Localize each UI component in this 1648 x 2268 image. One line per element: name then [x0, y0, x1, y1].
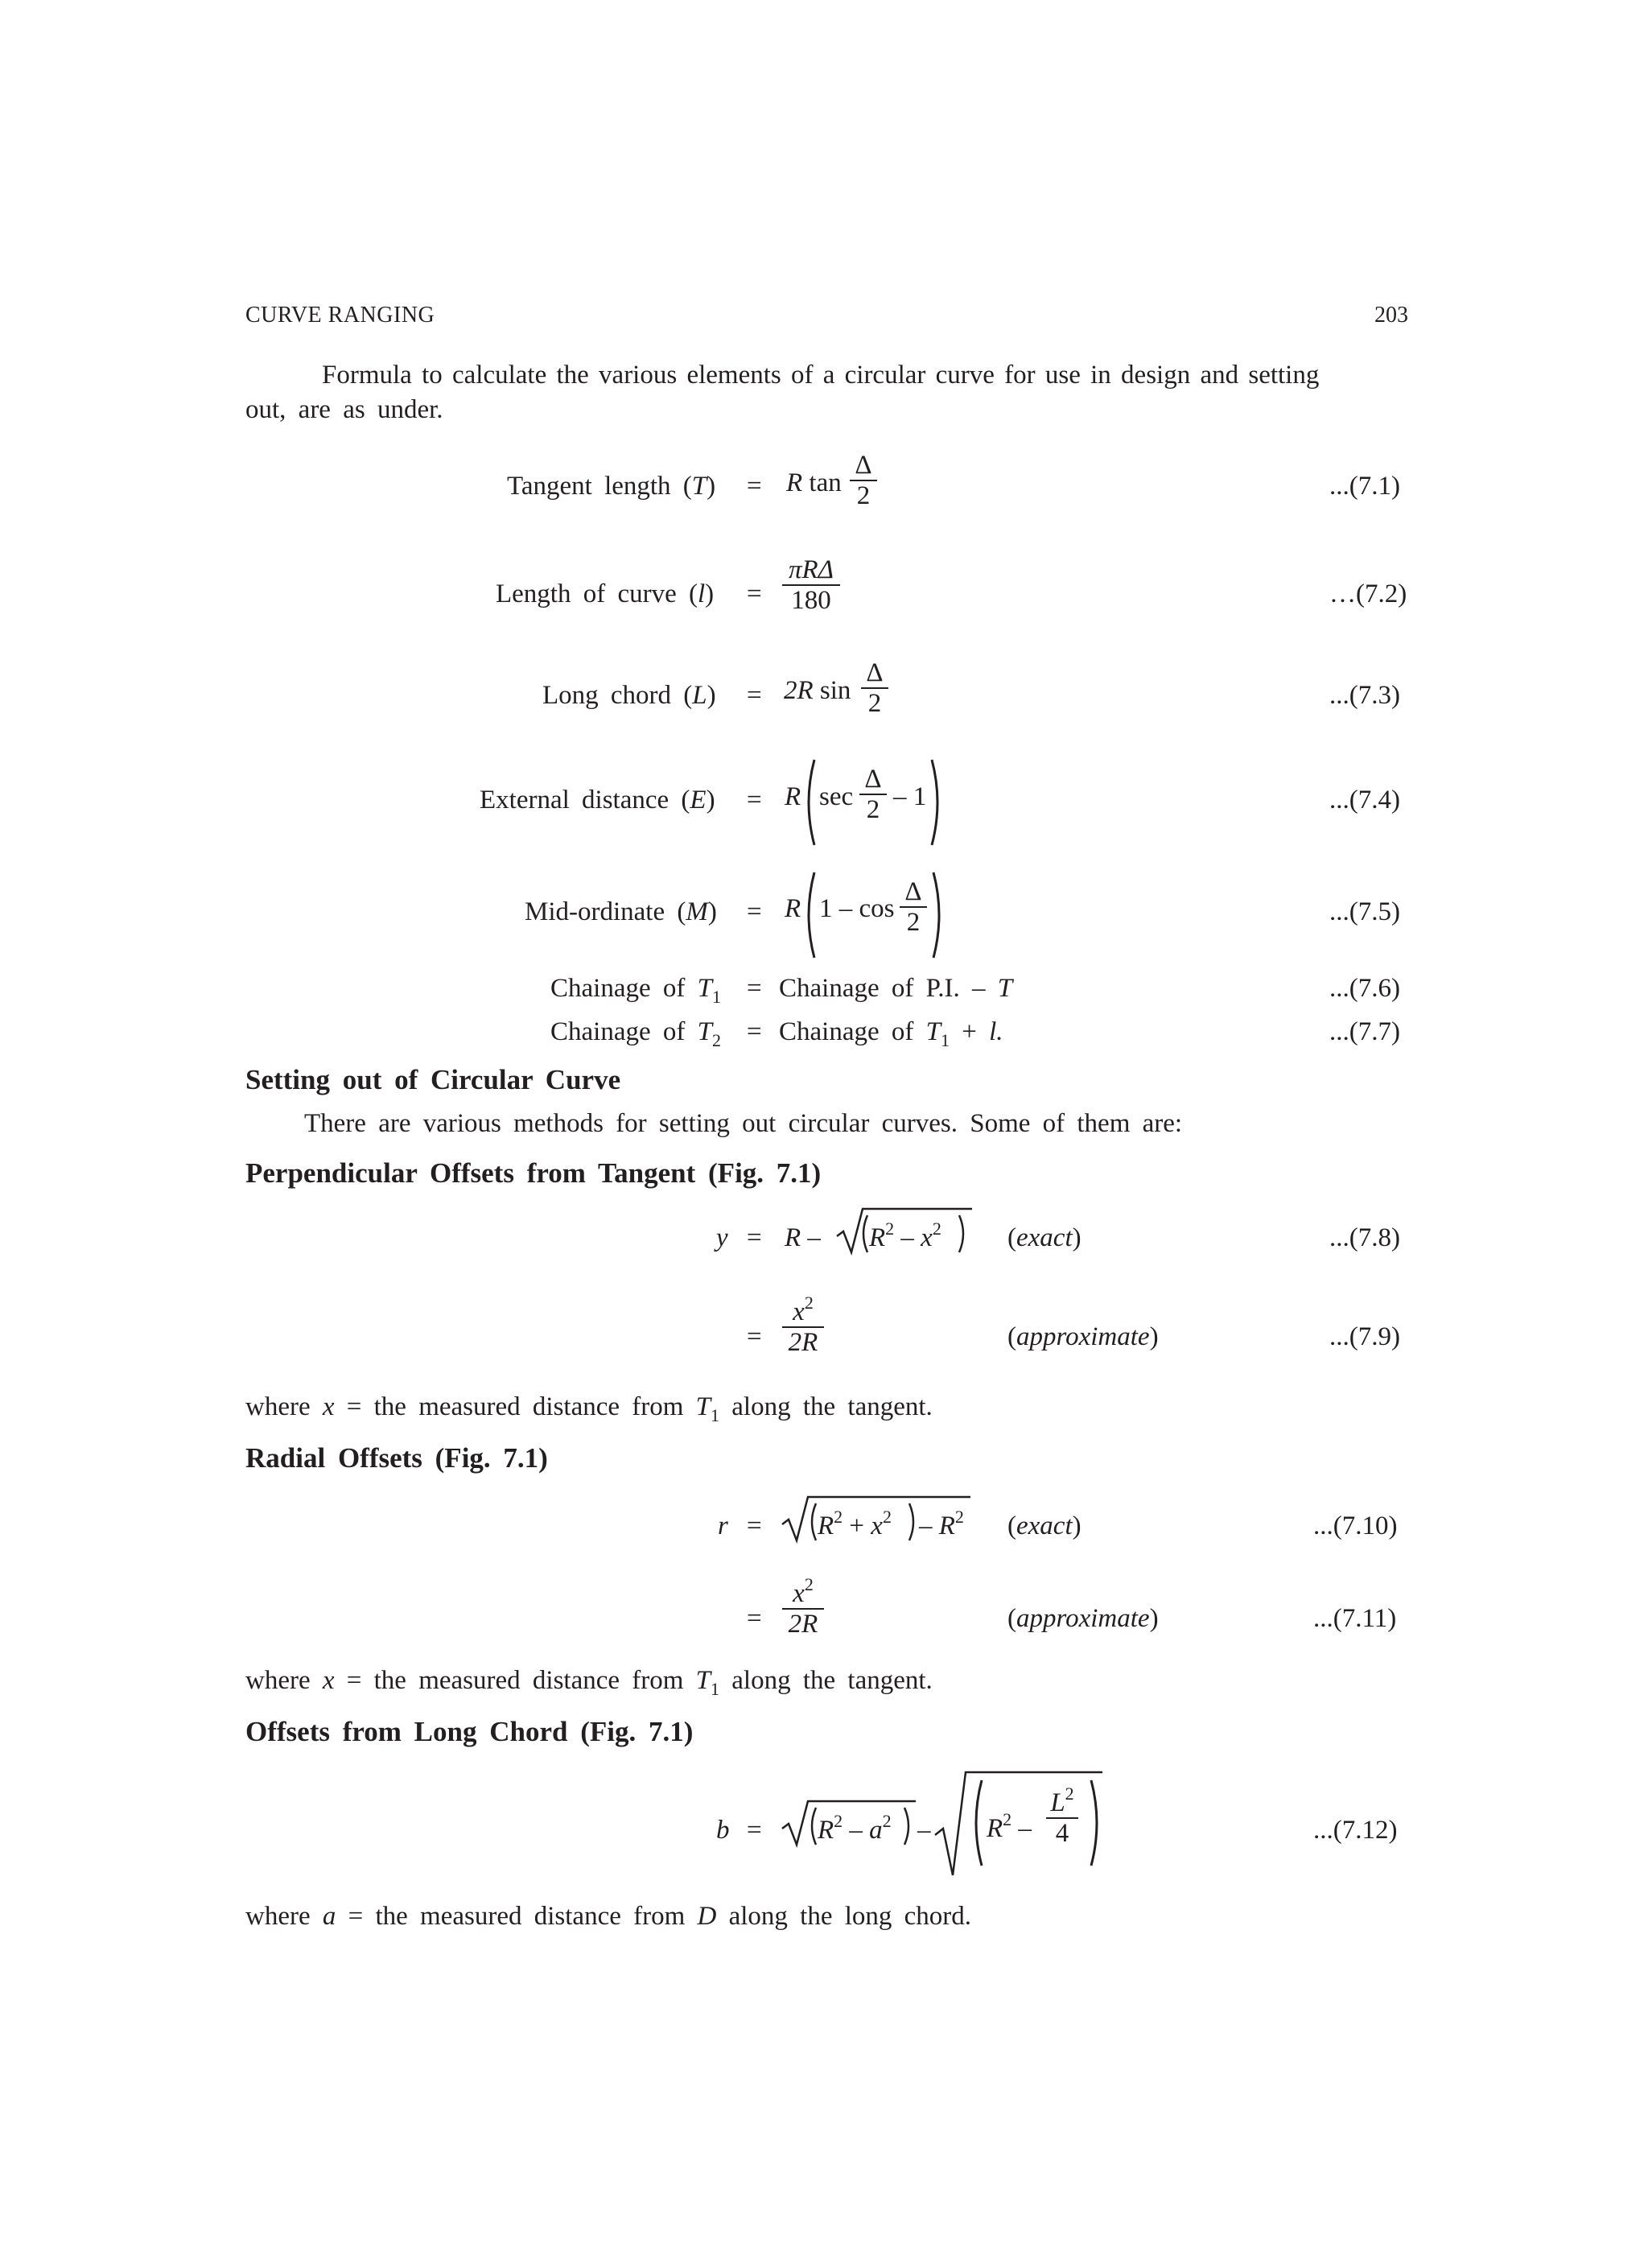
equals-sign: =	[747, 786, 762, 814]
formula-label: Long chord (L)	[542, 681, 716, 710]
equation-number: …(7.2)	[1329, 579, 1407, 608]
equals-sign: =	[747, 1604, 762, 1633]
equation-number: ...(7.9)	[1329, 1322, 1400, 1351]
formula-expression: $R^2$ –	[987, 1809, 1032, 1843]
right-paren-icon	[903, 1806, 914, 1846]
where-clause: where x = the measured distance from $T_1$ along the tangent.	[245, 1666, 933, 1699]
left-paren-icon	[801, 871, 818, 959]
fraction-x2-over-2R: $x^2$ 2R	[782, 1297, 824, 1357]
formula-expression: R	[785, 894, 801, 923]
minus-one: – 1	[893, 782, 927, 811]
formula-label: Length of curve (l)	[496, 579, 715, 608]
section-heading: Perpendicular Offsets from Tangent (Fig. 7.1)	[245, 1157, 822, 1189]
fraction-delta-over-2: Δ 2	[900, 877, 927, 937]
formula-expression: R –	[785, 1223, 821, 1252]
formula-expression: $R^2 - a^2$	[818, 1811, 892, 1845]
formula-expression: – $R^2$	[919, 1507, 964, 1540]
left-paren-icon	[806, 1806, 818, 1846]
intro-line-2: out, are as under.	[245, 395, 443, 424]
right-paren-icon	[908, 1502, 919, 1542]
equation-number: ...(7.8)	[1329, 1223, 1400, 1252]
page-number: 203	[1374, 303, 1408, 328]
equals-sign: =	[747, 1322, 762, 1351]
chainage-rhs: Chainage of $T_1 + l$.	[779, 1017, 1003, 1050]
formula-expression: $R^2 + x^2$	[818, 1507, 892, 1540]
where-clause: where a = the measured distance from D along the long chord.	[245, 1902, 972, 1931]
exact-note: (exact)	[1007, 1511, 1082, 1540]
equation-number: ...(7.6)	[1329, 974, 1400, 1003]
left-paren-icon	[806, 1502, 818, 1542]
equation-number: ...(7.12)	[1313, 1816, 1398, 1845]
equals-sign: =	[747, 472, 762, 501]
fraction-x2-over-2R: $x^2$ 2R	[782, 1579, 824, 1639]
lhs-variable: r	[718, 1511, 728, 1540]
right-paren-icon	[1088, 1779, 1104, 1867]
one-minus-cos: 1 – cos	[819, 894, 895, 923]
formula-expression: 2R sin	[784, 676, 851, 705]
minus-sign: –	[917, 1816, 931, 1845]
section-heading: Radial Offsets (Fig. 7.1)	[245, 1442, 548, 1474]
sec-function: sec	[819, 782, 854, 811]
right-paren-icon	[929, 758, 945, 847]
intro-line-1: Formula to calculate the various elements of a circular curve for use in design and setting	[322, 361, 1320, 390]
chainage-label: Chainage of $T_2$	[550, 1017, 721, 1050]
fraction-delta-over-2: Δ 2	[859, 765, 887, 824]
equals-sign: =	[747, 579, 762, 608]
formula-expression: R	[785, 782, 801, 811]
section-text: There are various methods for setting out circular curves. Some of them are:	[304, 1109, 1183, 1138]
equation-number: ...(7.10)	[1313, 1511, 1398, 1540]
equation-number: ...(7.3)	[1329, 681, 1400, 710]
approx-note: (approximate)	[1007, 1322, 1159, 1351]
left-paren-icon	[801, 758, 818, 847]
left-paren-icon	[858, 1214, 869, 1254]
left-paren-icon	[969, 1779, 985, 1867]
lhs-variable: y	[716, 1223, 728, 1252]
approx-note: (approximate)	[1007, 1604, 1159, 1633]
formula-label: Mid-ordinate (M)	[525, 897, 717, 926]
formula-label: External distance (E)	[480, 786, 715, 814]
right-paren-icon	[930, 871, 946, 959]
chainage-label: Chainage of $T_1$	[550, 974, 721, 1007]
equation-number: ...(7.5)	[1329, 897, 1400, 926]
fraction-delta-over-2: Δ 2	[850, 451, 877, 510]
section-heading: Offsets from Long Chord (Fig. 7.1)	[245, 1716, 694, 1747]
equation-number: ...(7.1)	[1329, 472, 1400, 501]
section-heading: Setting out of Circular Curve	[245, 1064, 621, 1095]
equals-sign: =	[747, 1223, 762, 1252]
equals-sign: =	[747, 1816, 762, 1845]
lhs-variable: b	[716, 1816, 730, 1845]
fraction-delta-over-2: Δ 2	[861, 658, 888, 718]
equals-sign: =	[747, 681, 762, 710]
formula-label: Tangent length (T)	[507, 472, 716, 501]
running-title: CURVE RANGING	[245, 303, 435, 328]
equals-sign: =	[747, 1511, 762, 1540]
equals-sign: =	[747, 1017, 762, 1046]
equation-number: ...(7.7)	[1329, 1017, 1400, 1046]
equation-number: ...(7.4)	[1329, 786, 1400, 814]
chainage-rhs: Chainage of P.I. – T	[779, 974, 1013, 1003]
where-clause: where x = the measured distance from $T_1$ along the tangent.	[245, 1392, 933, 1425]
equals-sign: =	[747, 974, 762, 1003]
fraction-L2-over-4: $L^2$ 4	[1046, 1788, 1078, 1848]
formula-expression: R tan	[786, 468, 842, 497]
equation-number: ...(7.11)	[1313, 1604, 1397, 1633]
formula-expression: $R^2 - x^2$	[869, 1219, 941, 1252]
fraction-piRdelta-over-180: πRΔ 180	[782, 555, 840, 615]
equals-sign: =	[747, 897, 762, 926]
right-paren-icon	[958, 1214, 969, 1254]
exact-note: (exact)	[1007, 1223, 1082, 1252]
